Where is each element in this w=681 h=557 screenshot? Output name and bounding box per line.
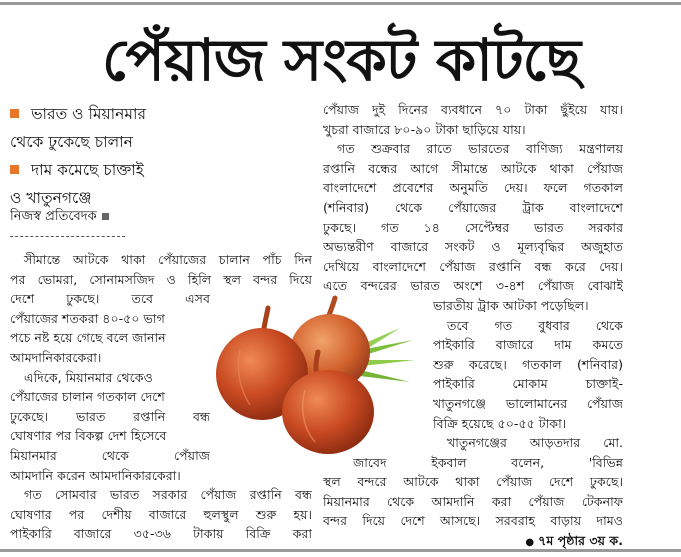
text-line: ঘোষণার পর দেশীয় বাজারে হুলস্থুল শুরু হয়। [10, 506, 312, 522]
text-line: পেঁয়াজ দুই দিনের ব্যবধানে ৭০ টাকা ছুঁইয়ে যায়। [323, 102, 623, 117]
text-line: ঢুকেছে। ভারত রপ্তানি বন্ধ [10, 408, 210, 424]
text-line: গত সোমবার ভারত সরকার পেঁয়াজ রপ্তানি বন্ধ [24, 487, 312, 503]
text-line: ঘোষণার পর বিকল্প দেশ হিসেবে [10, 428, 167, 444]
top-rule [0, 2, 681, 5]
bullet-text-cont: ও খাতুনগঞ্জে [10, 189, 92, 207]
text-line: দেশে ঢুকছে। তবে এসব [10, 291, 210, 307]
text-line: মিয়ানমার থেকে আমদানি করা পেঁয়াজ টেকনাফ [323, 493, 623, 509]
text-line: পাইকারি বাজারে দাম কমতে [433, 337, 623, 353]
text-line: মিয়ানমার থেকে পেঁয়াজ [10, 447, 210, 463]
text-line: আমদানি করেন আমদানিকারকেরা। [10, 467, 181, 483]
text-line: গত শুক্রবার রাতে ভারতের বাণিজ্য মন্ত্রণালয় [337, 141, 623, 157]
text-line: তবে গত বুধবার থেকে [447, 317, 623, 333]
text-line: এতে বন্দরের ভারত অংশে ৩-৪শ পেঁয়াজ বোঝাই [323, 278, 623, 294]
byline [10, 208, 109, 226]
bullet-item [10, 100, 310, 128]
text-line: সীমান্তে আটকে থাকা পেঁয়াজের চালান পাঁচ দিন [24, 252, 312, 267]
text-line: খুচরা বাজারে ৮০-৯০ টাকা ছাড়িয়ে যায়। [323, 121, 526, 137]
text-line: পেঁয়াজের চালান গতকাল দেশে [10, 389, 165, 405]
bullet-text: ভারত ও মিয়ানমার [31, 105, 147, 123]
orange-square-icon [10, 109, 19, 118]
bullet-text: দাম কমেছে চাক্তাই [31, 161, 144, 179]
byline-dotted-rule [10, 236, 125, 237]
text-line: বাংলাদেশে প্রবেশের অনুমতি দেয়। ফলে গতকাল [323, 180, 623, 196]
square-icon [102, 213, 109, 220]
text-line: ভারতীয় ট্রাক আটকা পড়েছিল। [433, 297, 589, 313]
text-line: পাইকারি বাজারে ৩৫-৩৬ টাকায় বিক্রি করা [10, 526, 312, 542]
summary-bullets [10, 100, 310, 212]
bullet-item [10, 156, 310, 184]
text-line: আমদানিকারকেরা। [10, 349, 102, 365]
text-line: রপ্তানি বন্ধের আগে সীমান্তে আটকে থাকা পেঁয়াজ [323, 160, 623, 176]
text-line: অভ্যন্তরীণ বাজারে সংকট ও মূল্যবৃদ্ধির অজুহাত [323, 239, 623, 255]
text-line: পর ভোমরা, সোনামসজিদ ও হিলি স্থল বন্দর দিয়ে [10, 271, 312, 287]
text-line: খাতুনগঞ্জের আড়তদার মো. [447, 435, 623, 451]
orange-square-icon [10, 165, 19, 174]
text-line: দেখিয়ে বাংলাদেশে পেঁয়াজ রপ্তানি বন্ধ করে দেয়। [323, 258, 623, 274]
continued-text: ৭ম পৃষ্ঠার ৩য় ক. [538, 533, 623, 549]
text-line: এদিকে, মিয়ানমার থেকেও [24, 369, 153, 385]
text-line: শুরু করেছে। গতকাল (শনিবার) [433, 356, 623, 372]
text-line: বন্দর দিয়ে দেশে আসছে। সরবরাহ বাড়ায় দামও [323, 513, 623, 529]
continued-note: ● ৭ম পৃষ্ঠার ৩য় ক. [525, 533, 623, 549]
byline-text: নিজস্ব প্রতিবেদক [10, 209, 97, 224]
text-line: পেঁয়াজের শতকরা ৪০-৫০ ভাগ [10, 310, 165, 326]
bullet-text-cont: থেকে ঢুকেছে চালান [10, 133, 133, 151]
text-line: খাতুনগঞ্জে ভালোমানের পেঁয়াজ [433, 395, 623, 411]
text-line: বিক্রি হয়েছে ৫০-৫৫ টাকা। [433, 415, 567, 431]
text-line: (শনিবার) থেকে পেঁয়াজের ট্রাক বাংলাদেশে [323, 199, 623, 215]
bottom-rule [0, 549, 681, 552]
text-line: স্থল বন্দরে আটকে থাকা পেঁয়াজ দেশে ঢুকছে। [323, 474, 623, 490]
text-line: পাইকারি মোকাম চাক্তাই- [433, 376, 623, 392]
article-column-2 [323, 100, 623, 551]
headline: পেঁয়াজ সংকট কাটছে [101, 26, 581, 94]
text-line: ঢুকছে। গত ১৪ সেপ্টেম্বর ভারত সরকার [323, 219, 623, 235]
text-line: পচে নষ্ট হয়ে গেছে বলে জানান [10, 330, 166, 346]
text-line: জাবেদ ইকবাল বলেন, 'বিভিন্ন [353, 454, 623, 470]
